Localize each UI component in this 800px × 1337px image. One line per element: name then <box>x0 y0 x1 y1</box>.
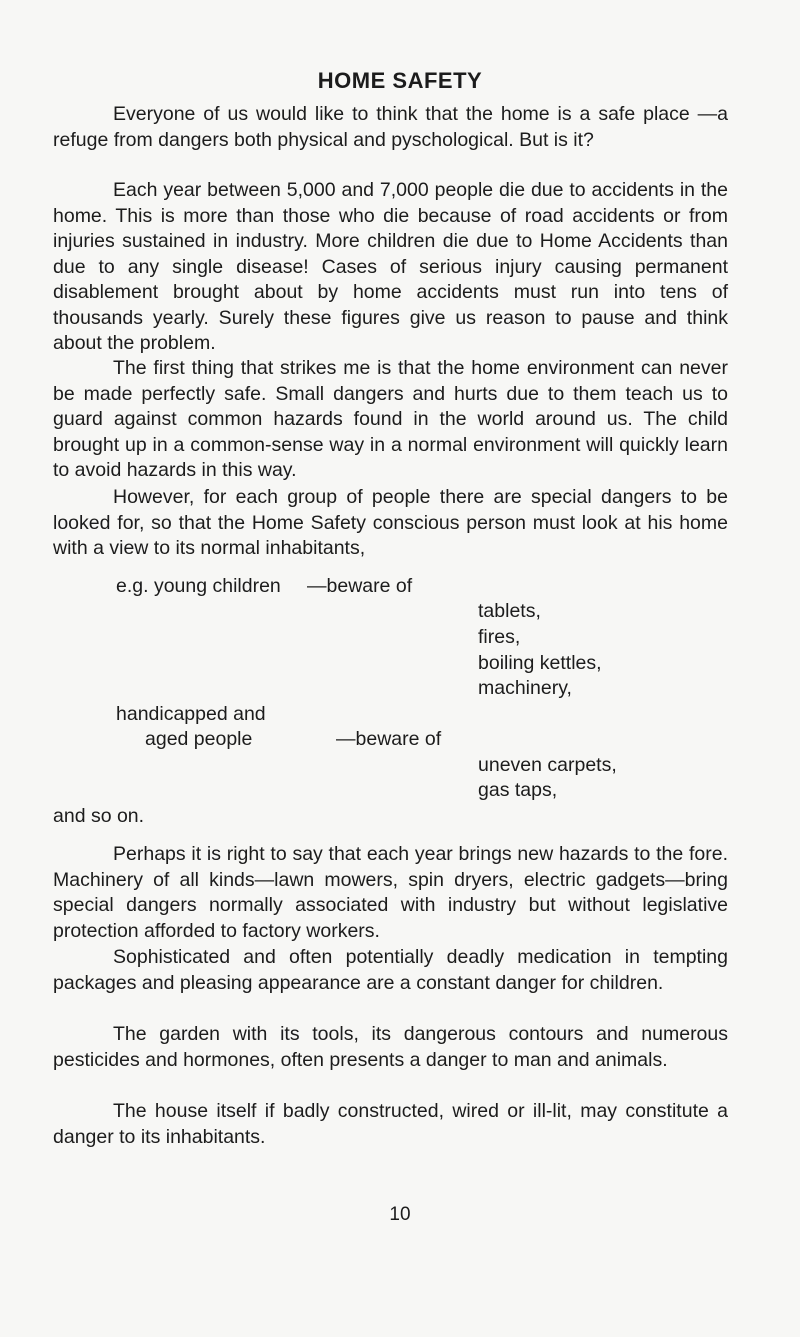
example-item: uneven carpets, <box>478 754 617 776</box>
paragraph-machinery: Perhaps it is right to say that each year brings new hazards to the fore. Machinery of all kinds—lawn mowers, spin dryers, electric gadgets—bring special dangers normally associated with industry but without legislative protection afforded to factory workers. <box>53 843 728 942</box>
example-item: machinery, <box>478 677 572 699</box>
paragraph-garden: The garden with its tools, its dangerous contours and numerous pesticides and hormones, often presents a danger to man and animals. <box>53 1023 728 1071</box>
page-title: HOME SAFETY <box>317 68 483 93</box>
paragraph-intro: Everyone of us would like to think that the home is a safe place —a refuge from dangers both physical and pyschological. But is it? <box>53 103 728 151</box>
example-item: fires, <box>478 626 521 648</box>
example-beware-label: —beware of <box>336 728 442 750</box>
example-group-handicapped: handicapped and <box>116 703 266 725</box>
example-item: gas taps, <box>478 779 558 801</box>
paragraph-statistics: Each year between 5,000 and 7,000 people die due to accidents in the home. This is more than those who die because of road accidents or from injuries sustained in industry. More children die due to Home Accidents than due to any single disease! Cases of serious injury causing permanent disablement brought about by home accidents must run into tens of thousands yearly. Surely these figures give us reason to pause and think about the problem. <box>53 179 728 354</box>
page-number: 10 <box>389 1204 411 1225</box>
example-group-aged: aged people <box>145 728 253 750</box>
paragraph-special-dangers: However, for each group of people there are special dangers to be looked for, so that the Home Safety conscious person must look at his home with a view to its normal inhabitants, <box>53 486 728 559</box>
examples-closing: and so on. <box>53 805 145 827</box>
paragraph-environment: The first thing that strikes me is that the home environment can never be made perfectly safe. Small dangers and hurts due to them teach us to guard against common hazards found in the world around us. The child brought up in a common-sense way in a normal environment will quickly learn to avoid hazards in this way. <box>53 357 728 481</box>
paragraph-house: The house itself if badly constructed, wired or ill-lit, may constitute a danger to its inhabitants. <box>53 1100 728 1148</box>
example-item: boiling kettles, <box>478 652 602 674</box>
example-item: tablets, <box>478 600 541 622</box>
example-beware-label: —beware of <box>307 575 413 597</box>
example-group-young-children: e.g. young children <box>116 575 281 597</box>
paragraph-medication: Sophisticated and often potentially deadly medication in tempting packages and pleasing appearance are a constant danger for children. <box>53 946 728 994</box>
